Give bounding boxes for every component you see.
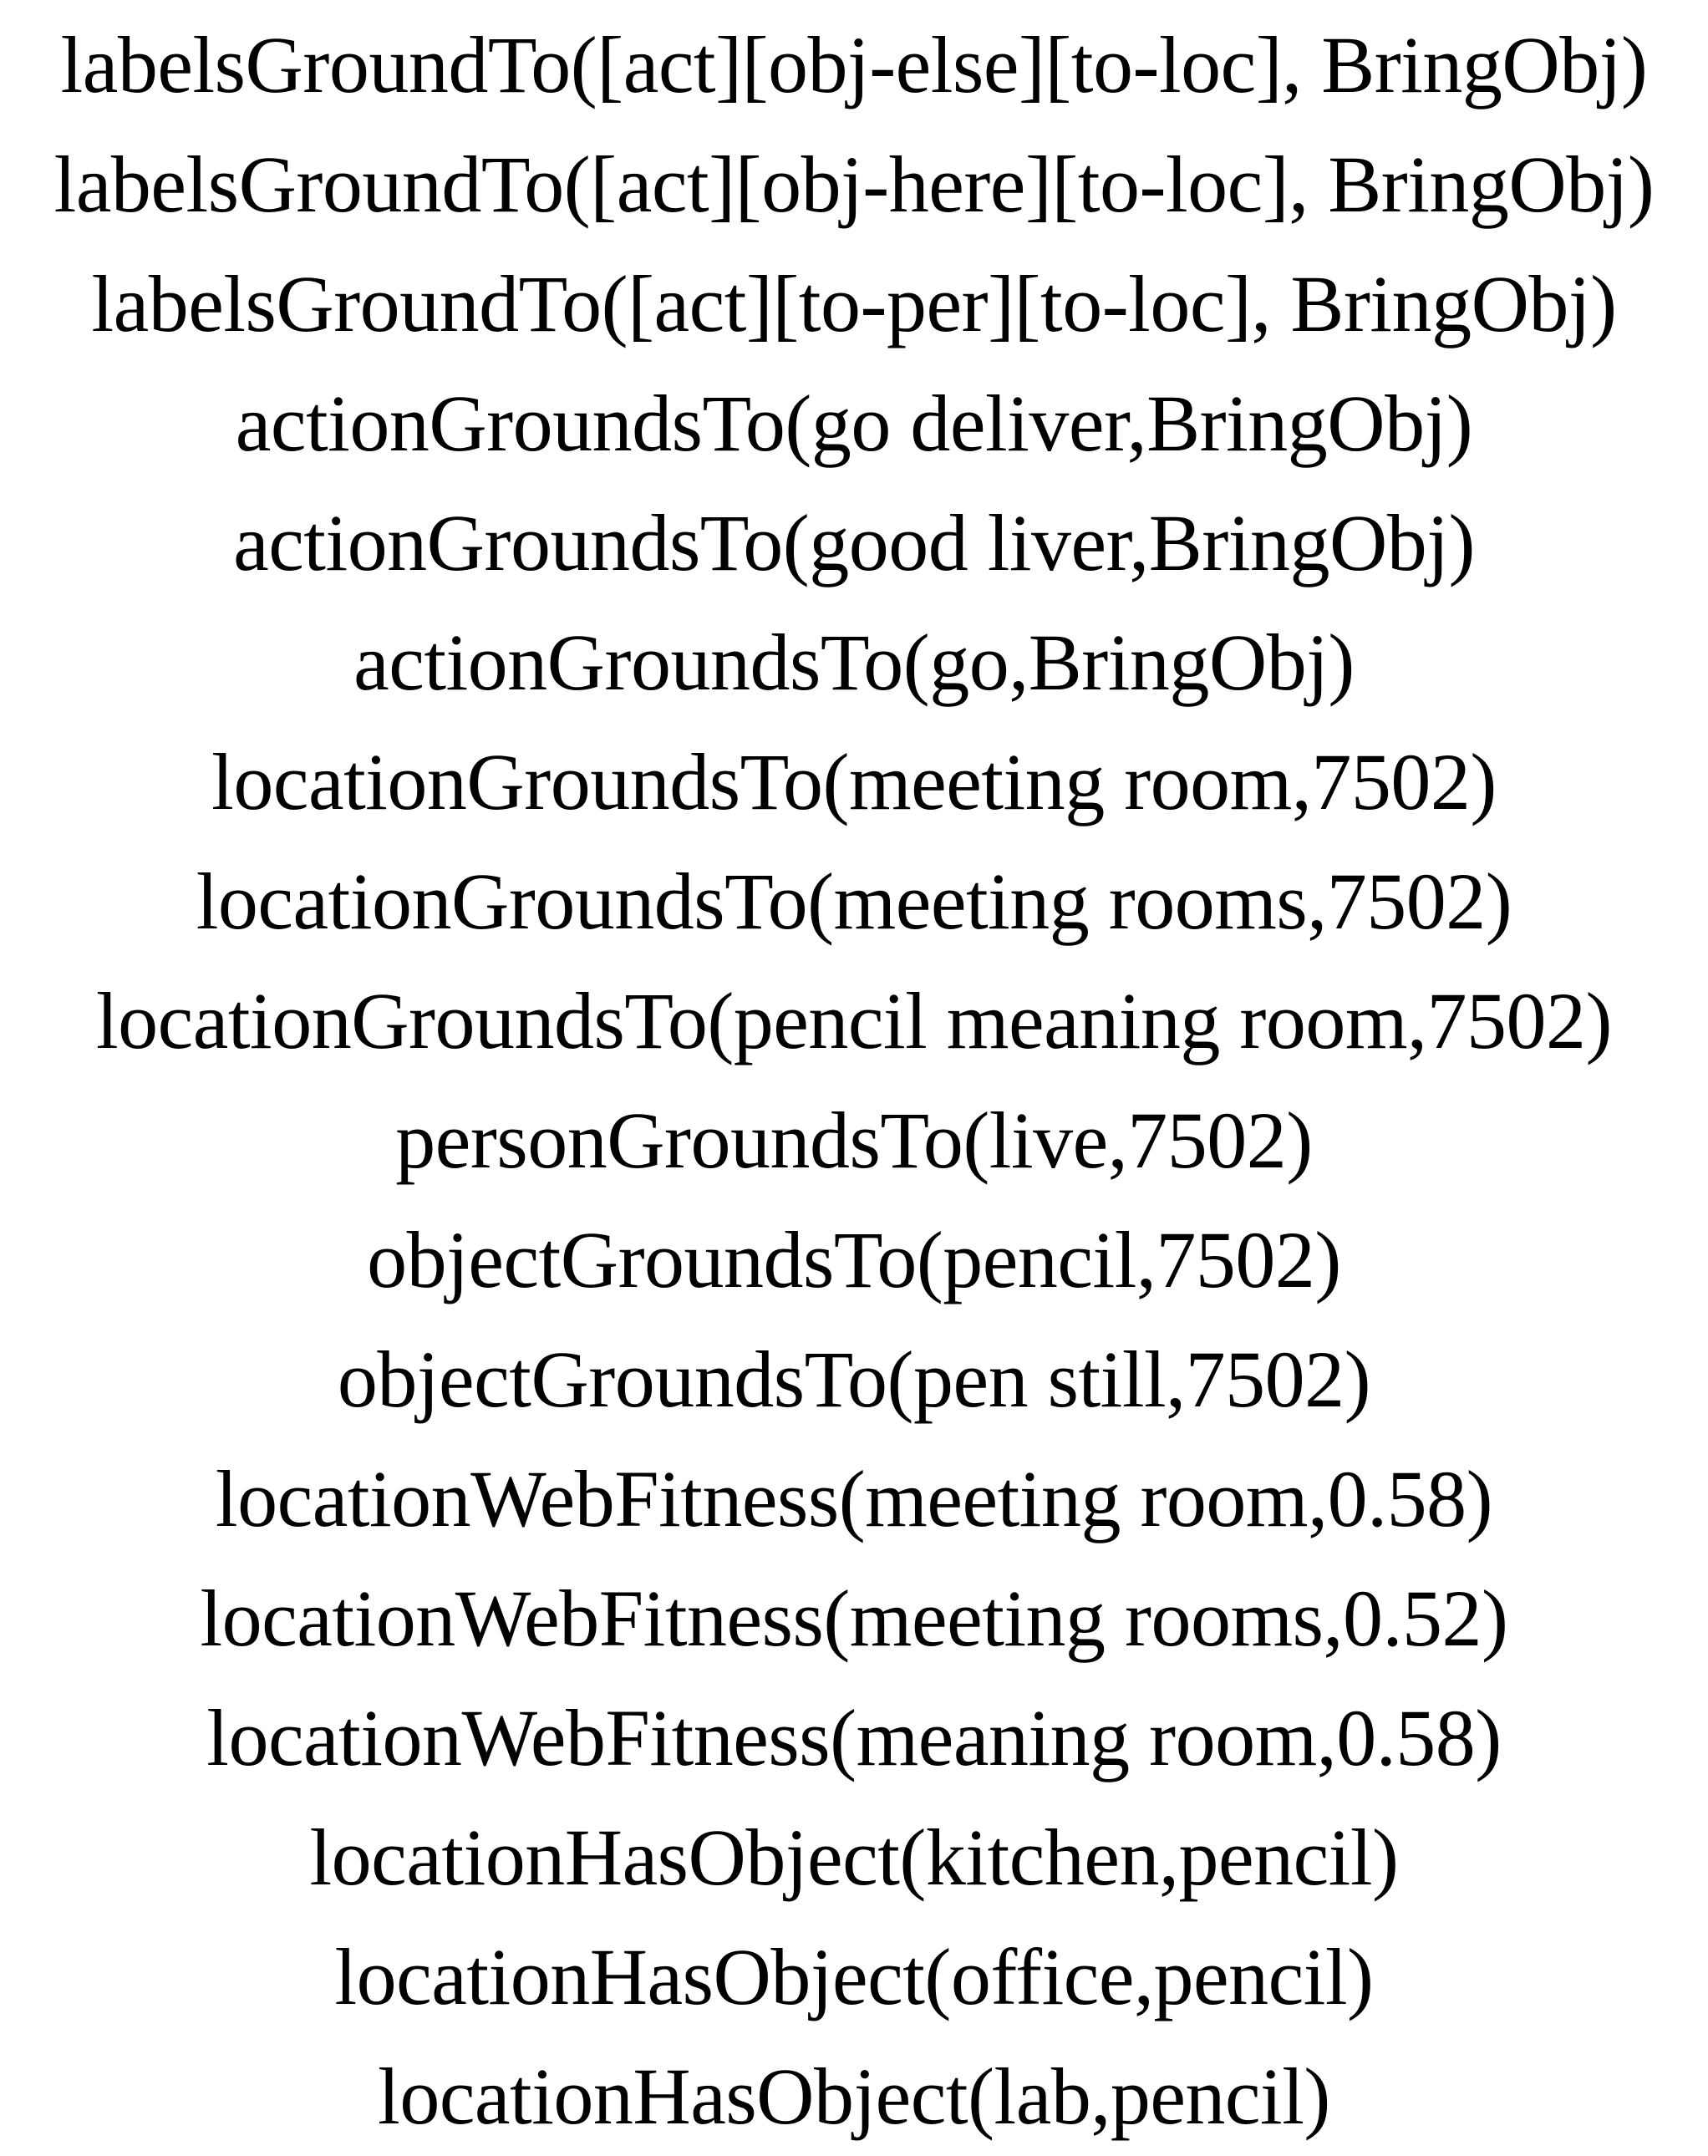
fact-line: locationGroundsTo(pencil meaning room,7502) — [95, 976, 1613, 1065]
fact-line: locationHasObject(kitchen,pencil) — [309, 1813, 1399, 1902]
fact-line: locationHasObject(lab,pencil) — [378, 2052, 1330, 2141]
fact-line: locationHasObject(office,pencil) — [334, 1932, 1374, 2021]
fact-line: actionGroundsTo(go deliver,BringObj) — [235, 379, 1473, 468]
fact-line: actionGroundsTo(go,BringObj) — [353, 618, 1355, 707]
fact-line: personGroundsTo(live,7502) — [395, 1096, 1313, 1185]
fact-line: locationGroundsTo(meeting room,7502) — [211, 737, 1497, 826]
fact-line: locationWebFitness(meeting rooms,0.52) — [200, 1574, 1508, 1663]
fact-line: labelsGroundTo([act][obj-else][to-loc], BringObj) — [60, 20, 1648, 109]
fact-line: labelsGroundTo([act][obj-here][to-loc], BringObj) — [53, 140, 1655, 229]
fact-line: labelsGroundTo([act][to-per][to-loc], BringObj) — [91, 259, 1617, 348]
fact-list — [0, 5, 1708, 2156]
fact-line: locationWebFitness(meeting room,0.58) — [215, 1454, 1493, 1543]
fact-line: objectGroundsTo(pen still,7502) — [337, 1335, 1371, 1424]
fact-line: locationWebFitness(meaning room,0.58) — [206, 1693, 1502, 1782]
fact-line: actionGroundsTo(good liver,BringObj) — [233, 498, 1475, 587]
fact-line: objectGroundsTo(pencil,7502) — [367, 1215, 1341, 1304]
fact-line: locationGroundsTo(meeting rooms,7502) — [196, 857, 1512, 946]
